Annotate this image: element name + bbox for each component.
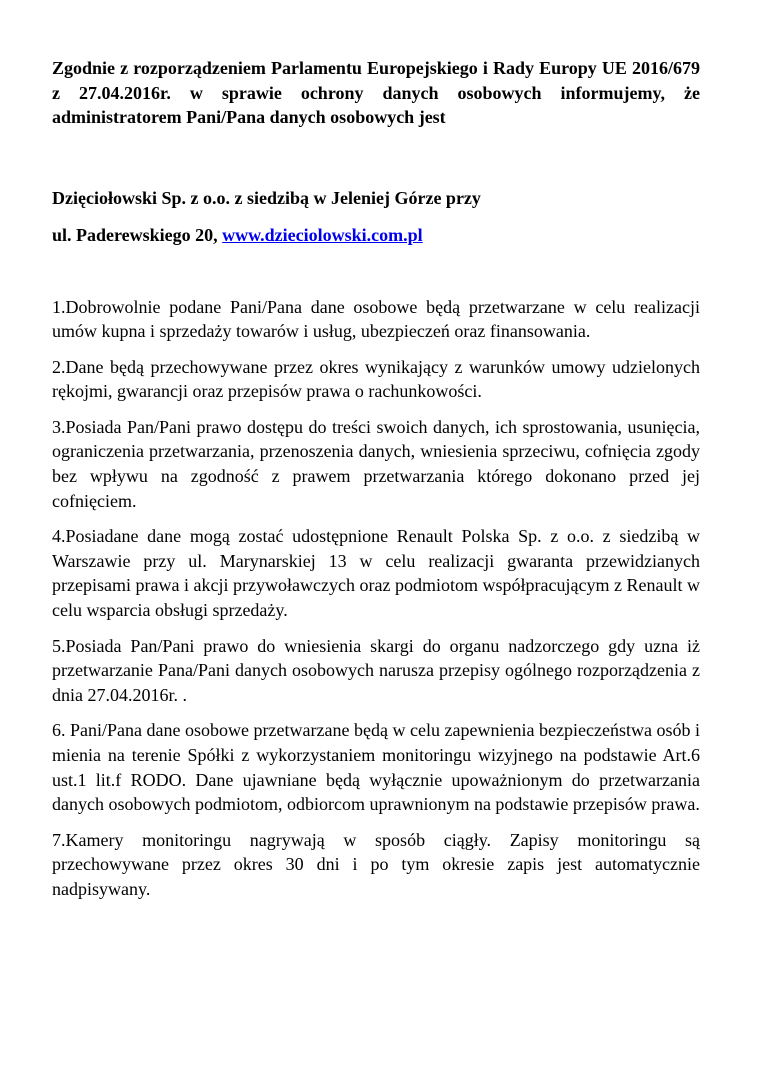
clause-1: 1.Dobrowolnie podane Pani/Pana dane osobowe będą przetwarzane w celu realizacji umów kupna i sprzedaży towarów i usług, ubezpieczeń oraz finansowania. (52, 296, 700, 342)
clauses-list (52, 295, 700, 902)
company-address-line (52, 223, 700, 247)
intro-paragraph: Zgodnie z rozporządzeniem Parlamentu Europejskiego i Rady Europy UE 2016/679 z 27.04.2016r. w sprawie ochrony danych osobowych informujemy, że administratorem Pani/Pana danych osobowych jest (52, 58, 700, 127)
clause-2: 2.Dane będą przechowywane przez okres wynikający z warunków umowy udzielonych rękojmi, gwarancji oraz przepisów prawa o rachunkowości. (52, 356, 700, 402)
company-name-line: Dzięciołowski Sp. z o.o. z siedzibą w Jeleniej Górze przy (52, 187, 481, 208)
document-page (52, 56, 700, 913)
clause-5: 5.Posiada Pan/Pani prawo do wniesienia skargi do organu nadzorczego gdy uzna iż przetwarzanie Pana/Pani danych osobowych narusza przepisy ogólnego rozporządzenia z dnia 27.04.2016r. . (52, 635, 700, 705)
clause-6: 6. Pani/Pana dane osobowe przetwarzane będą w celu zapewnienia bezpieczeństwa osób i mienia na terenie Spółki z wykorzystaniem monitoringu wizyjnego na podstawie Art.6 ust.1 lit.f RODO. Dane ujawniane będą wyłącznie upoważnionym do przetwarzania danych osobowych podmiotom, odbiorcom uprawnionym na podstawie przepisów prawa. (52, 720, 700, 815)
company-address: ul. Paderewskiego 20, (52, 224, 223, 245)
clause-7: 7.Kamery monitoringu nagrywają w sposób ciągły. Zapisy monitoringu są przechowywane przez okres 30 dni i po tym okresie zapis jest automatycznie nadpisywany. (52, 829, 700, 899)
website-link[interactable]: www.dzieciolowski.com.pl (222, 224, 423, 245)
clause-3: 3.Posiada Pan/Pani prawo dostępu do treści swoich danych, ich sprostowania, usunięcia, ograniczenia przetwarzania, przenoszenia danych, wniesienia sprzeciwu, cofnięcia zgody bez wpływu na zgodność z prawem przetwarzania którego dokonano przed jej cofnięciem. (52, 416, 700, 511)
clause-4: 4.Posiadane dane mogą zostać udostępnione Renault Polska Sp. z o.o. z siedzibą w Warszawie przy ul. Marynarskiej 13 w celu realizacji gwaranta przewidzianych przepisami prawa i akcji przywoławczych oraz podmiotom współpracującym z Renault w celu wsparcia obsługi sprzedaży. (52, 526, 700, 621)
